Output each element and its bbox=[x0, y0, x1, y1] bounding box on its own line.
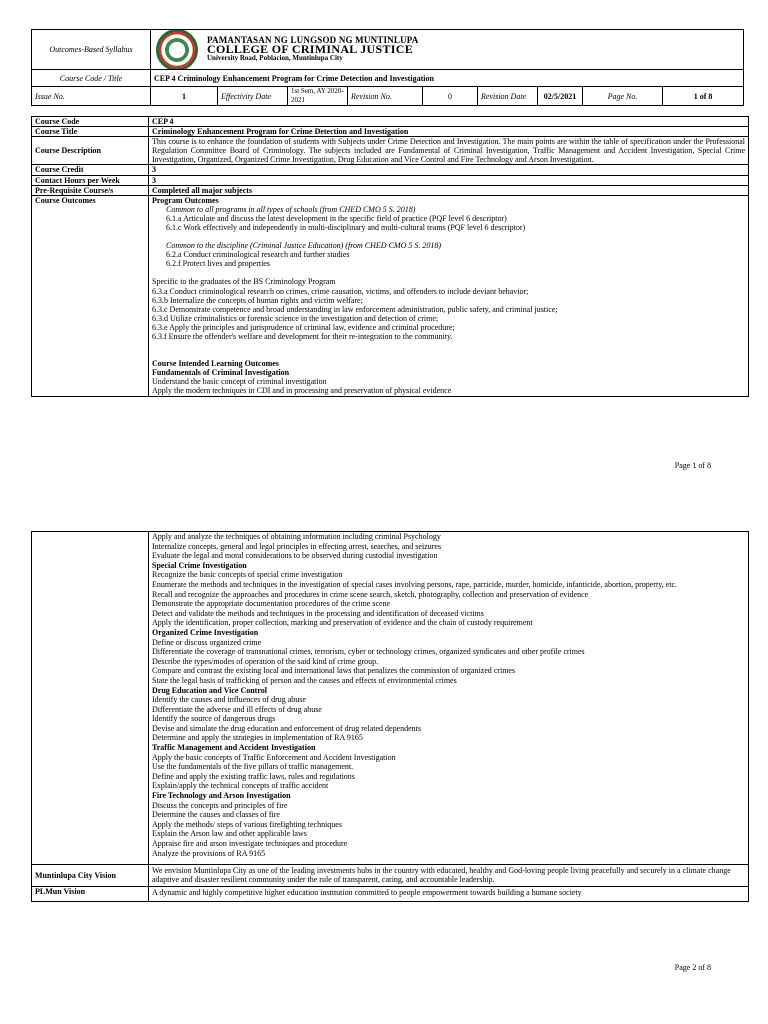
outcome-item: 6.3.d Utilize criminalistics or forensic science in the investigation and detection of crime; bbox=[152, 313, 439, 323]
tmai-heading: Traffic Management and Accident Investigation bbox=[152, 743, 316, 753]
outcome-item: Appraise fire and arson investigate techniques and procedure bbox=[152, 839, 348, 848]
plmun-vision-text: A dynamic and highly competitive higher education institution committed to people empowerment towards building a humane society bbox=[149, 887, 749, 902]
common-all-heading: Common to all programs in all types of schools (from CHED CMO 5 S. 2018) bbox=[166, 204, 416, 214]
course-info-table bbox=[31, 116, 749, 397]
outcome-item: Evaluate the legal and moral considerations to be observed during custodial investigation bbox=[152, 551, 438, 561]
outcome-item: Explain/apply the technical concepts of traffic accident bbox=[152, 781, 329, 791]
outcome-item: Devise and simulate the drug education and enforcement of drug related dependents bbox=[152, 723, 422, 733]
outcome-item: Differentiate the adverse and ill effects of drug abuse bbox=[152, 704, 322, 714]
college-name: COLLEGE OF CRIMINAL JUSTICE bbox=[207, 42, 414, 56]
outcome-item: 6.1.c Work effectively and independently in multi-disciplinary and multi-cultural teams (PQF level 6 descriptor) bbox=[166, 223, 526, 233]
city-vision-text: We envision Muntinlupa City as one of the leading investments hubs in the country with educated, healthy and God-loving people living peacefully and securely in a climate change adaptive and disaster resilient community under the rule of transparent, caring, and accountable leadership. bbox=[149, 865, 749, 887]
outcome-item: Discuss the concepts and principles of fire bbox=[152, 800, 288, 810]
outcome-item: Demonstrate the appropriate documentation procedures of the crime scene bbox=[152, 599, 391, 609]
syllabus-label: Outcomes-Based Syllabus bbox=[32, 30, 151, 70]
page-footer: Page 1 of 8 bbox=[674, 461, 711, 470]
page-value: 1 of 8 bbox=[663, 87, 744, 106]
outcome-item: Recall and recognize the approaches and procedures in crime scene search, sketch, photography, collection and preservation of evidence bbox=[152, 589, 589, 599]
university-seal-icon bbox=[151, 30, 203, 70]
outcome-item: 6.3.b Internalize the concepts of human rights and victim welfare; bbox=[152, 295, 363, 305]
revision-label: Revision No. bbox=[348, 87, 423, 106]
outcome-item: Differentiate the coverage of transnational crimes, terrorism, cyber or technology crimes, organized syndicates and other profile crimes bbox=[152, 647, 585, 657]
outcome-item: 6.2.a Conduct criminological research and further studies bbox=[166, 250, 350, 260]
outcome-item: Apply the identification, proper collection, marking and preservation of evidence and the chain of custody requirement bbox=[152, 618, 533, 628]
outcome-item: Identify the causes and influences of drug abuse bbox=[152, 695, 306, 705]
plmun-vision-label: PLMun Vision bbox=[32, 887, 149, 902]
university-name: PAMANTASAN NG LUNGSOD NG MUNTINLUPA bbox=[207, 35, 419, 45]
course-outcomes-label: Course Outcomes bbox=[32, 195, 149, 397]
course-description-value: This course is to enhance the foundation of students with Subjects under Crime Detection and Investigation. The main points are within the table of specification under the Professional Regulation Committee Board of Criminology. The subjects included are Fundamental of Criminal Investigation, Traffic Management and Accident Investigation, Special Crime Investigation, Organized, Organized Crime Investigation, Drug Education and Vice Control and Fire Technology and Arson Investigation. bbox=[149, 137, 749, 165]
issue-value: 1 bbox=[151, 87, 218, 106]
outcome-item: Understand the basic concept of criminal investigation bbox=[152, 377, 327, 387]
page-label: Page No. bbox=[583, 87, 663, 106]
outcome-item: Define or discuss organized crime bbox=[152, 637, 262, 647]
cilo-heading: Course Intended Learning Outcomes bbox=[152, 359, 279, 369]
outcome-item: Identify the source of dangerous drugs bbox=[152, 714, 276, 724]
oci-heading: Organized Crime Investigation bbox=[152, 627, 259, 637]
course-description-label: Course Description bbox=[32, 137, 149, 165]
course-title-label: Course Title bbox=[32, 127, 149, 137]
outcome-item: 6.3.f Ensure the offender's welfare and development for their re-integration to the community. bbox=[152, 331, 453, 341]
page-footer: Page 2 of 8 bbox=[674, 963, 711, 972]
course-outcomes-continued bbox=[149, 532, 749, 865]
outcome-item: 6.3.c Demonstrate competence and broad understanding in law enforcement administration, public safety, and criminal justice; bbox=[152, 304, 558, 314]
effectivity-label: Effectivity Date bbox=[218, 87, 288, 106]
city-vision-label: Muntinlupa City Vision bbox=[32, 865, 149, 887]
outcome-item: Detect and validate the methods and techniques in the processing and identification of deceased victims bbox=[152, 608, 484, 618]
fci-heading: Fundamentals of Criminal Investigation bbox=[152, 368, 290, 378]
revision-date-value: 02/5/2021 bbox=[538, 87, 583, 106]
outcome-item: Recognize the basic concepts of special crime investigation bbox=[152, 570, 343, 580]
prerequisite-value: Completed all major subjects bbox=[149, 185, 749, 195]
outcome-item: Use the fundamentals of the five pillars of traffic management. bbox=[152, 762, 354, 772]
document-header bbox=[31, 29, 744, 106]
outcome-item: 6.3.e Apply the principles and jurisprudence of criminal law, evidence and criminal procedure; bbox=[152, 322, 455, 332]
program-outcomes-heading: Program Outcomes bbox=[152, 195, 219, 205]
contact-hours-label: Contact Hours per Week bbox=[32, 175, 149, 185]
outcome-item: 6.1.a Articulate and discuss the latest development in the specific field of practice (PQF level 6 descriptor) bbox=[166, 213, 507, 223]
course-credit-value: 3 bbox=[149, 165, 749, 175]
course-outcomes-continued-table bbox=[31, 531, 749, 902]
outcome-item: 6.3.a Conduct criminological research on crimes, crime causation, victims, and offenders to include deviant behavior; bbox=[152, 286, 529, 296]
institution-cell bbox=[151, 30, 744, 70]
sci-heading: Special Crime Investigation bbox=[152, 560, 247, 570]
dev-heading: Drug Education and Vice Control bbox=[152, 685, 267, 695]
outcome-item: State the legal basis of trafficking of person and the causes and effects of environmental crimes bbox=[152, 675, 457, 685]
outcome-item: Explain the Arson law and other applicable laws bbox=[152, 829, 307, 839]
course-code-title-label: Course Code / Title bbox=[32, 70, 151, 87]
outcome-item: Enumerate the methods and techniques in the investigation of special cases involving persons, rape, parricide, murder, homicide, infanticide, abortion, property, etc. bbox=[152, 579, 677, 589]
outcome-item: Describe the types/modes of operation of the said kind of crime group. bbox=[152, 656, 379, 666]
specific-heading: Specific to the graduates of the BS Criminology Program bbox=[152, 277, 336, 287]
course-code-value: CEP 4 bbox=[149, 117, 749, 127]
course-title-value: Criminology Enhancement Program for Crime Detection and Investigation bbox=[149, 127, 749, 137]
effectivity-value: 1st Sem, AY 2020-2021 bbox=[288, 87, 348, 106]
empty-label-cell bbox=[32, 532, 149, 865]
outcome-item: Define and apply the existing traffic laws, rules and regulations bbox=[152, 771, 355, 781]
outcome-item: Apply the basic concepts of Traffic Enforcement and Accident Investigation bbox=[152, 752, 396, 762]
course-code-title-value: CEP 4 Criminology Enhancement Program for Crime Detection and Investigation bbox=[151, 70, 744, 87]
revision-date-label: Revision Date bbox=[478, 87, 538, 106]
address: University Road, Poblacion, Muntinlupa City bbox=[207, 54, 343, 62]
prerequisite-label: Pre-Requisite Course/s bbox=[32, 185, 149, 195]
revision-value: 0 bbox=[423, 87, 478, 106]
common-discipline-heading: Common to the discipline (Criminal Justice Education) (from CHED CMO 5 S. 2018) bbox=[166, 241, 442, 251]
outcome-item: 6.2.f Protect lives and properties bbox=[166, 259, 270, 269]
outcome-item: Analyze the provisions of RA 9165 bbox=[152, 848, 266, 858]
course-credit-label: Course Credit bbox=[32, 165, 149, 175]
outcome-item: Compare and contrast the existing local and international laws that penalizes the commission of organized crimes bbox=[152, 666, 516, 676]
outcome-item: Apply the modern techniques in CDI and in processing and preservation of physical evidence bbox=[152, 386, 452, 396]
issue-label: Issue No. bbox=[32, 87, 151, 106]
outcome-item: Apply and analyze the techniques of obtaining information including criminal Psychology bbox=[152, 532, 441, 541]
ftai-heading: Fire Technology and Arson Investigation bbox=[152, 791, 291, 801]
course-outcomes-content bbox=[149, 195, 749, 397]
outcome-item: Apply the methods/ steps of various firefighting techniques bbox=[152, 819, 342, 829]
contact-hours-value: 3 bbox=[149, 175, 749, 185]
outcome-item: Determine the causes and classes of fire bbox=[152, 810, 280, 820]
course-code-label: Course Code bbox=[32, 117, 149, 127]
outcome-item: Internalize concepts, general and legal principles in effecting arrest, searches, and seizures bbox=[152, 541, 442, 551]
outcome-item: Determine and apply the strategies in implementation of RA 9165 bbox=[152, 733, 363, 743]
